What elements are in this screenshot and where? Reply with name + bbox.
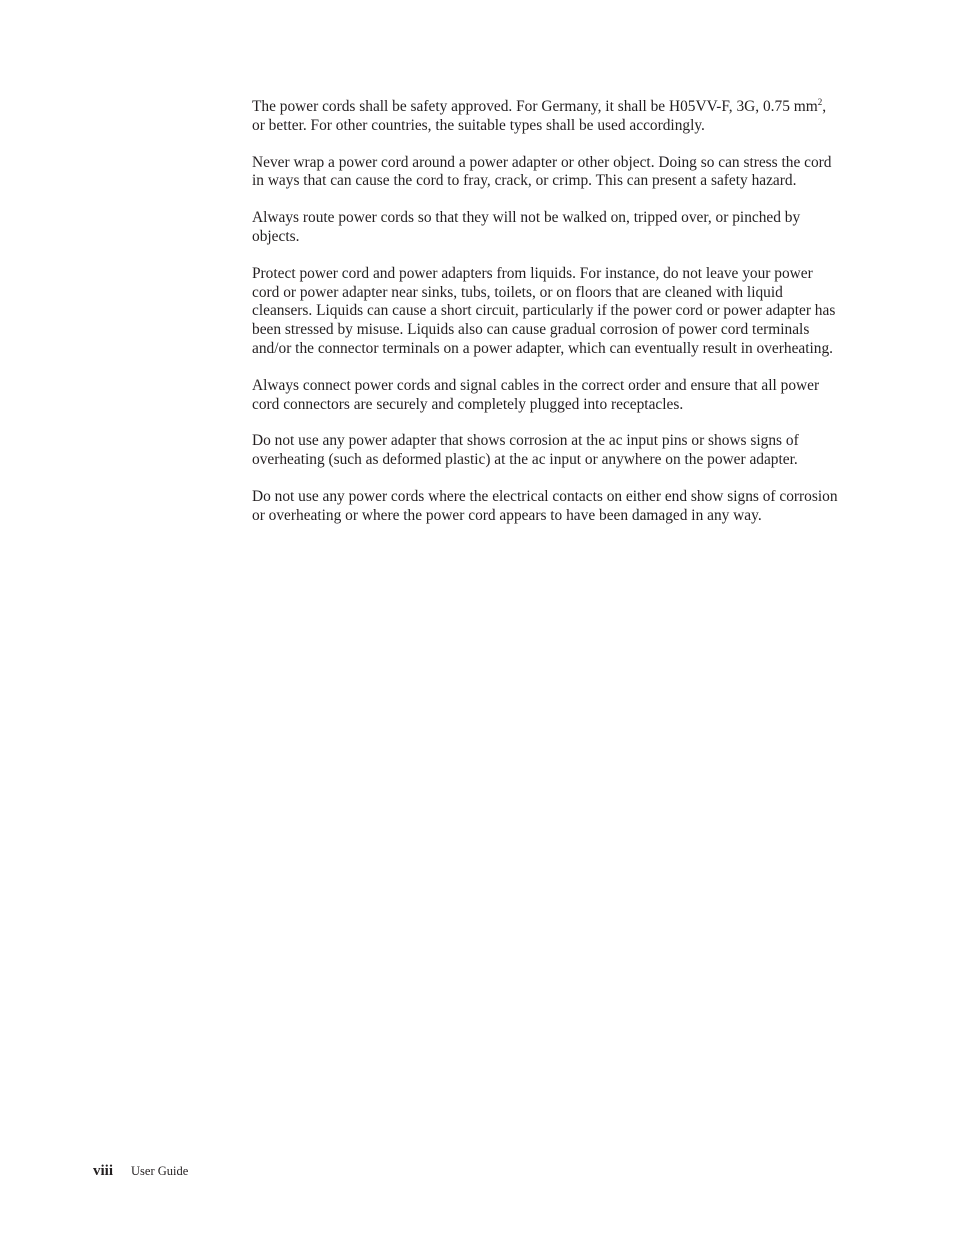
paragraph-text: The power cords shall be safety approved. For Germany, it shall be H05VV-F, 3G, 0.75 mm	[252, 98, 818, 115]
page-footer	[93, 1162, 188, 1180]
superscript-squared: 2	[817, 96, 823, 107]
paragraph-text-continued: , or better. For other countries, the suitable types shall be used accordingly.	[252, 98, 827, 134]
body-text	[252, 98, 842, 544]
paragraph-route-cords	[252, 209, 842, 247]
paragraph-text: Protect power cord and power adapters from liquids. For instance, do not leave your power cord or power adapter near sinks, tubs, toilets, or on floors that are cleaned with liquid cleansers. Liquids can cause a short circuit, particularly if the power cord or power adapter has been stressed by misuse. Liquids also can cause gradual corrosion of power cord terminals and/or the connector terminals on a power adapter, which can eventually result in overheating.	[252, 264, 836, 357]
paragraph-text: Never wrap a power cord around a power adapter or other object. Doing so can stress the cord in ways that can cause the cord to fray, crack, or crimp. This can present a safety hazard.	[252, 153, 832, 190]
paragraph-damaged-cords	[252, 488, 842, 526]
document-title: User Guide	[131, 1164, 189, 1178]
paragraph-power-cord-approval	[252, 98, 842, 136]
paragraph-text: Always connect power cords and signal cables in the correct order and ensure that all power cord connectors are securely and completely plugged into receptacles.	[252, 376, 820, 413]
paragraph-connect-order	[252, 377, 842, 415]
paragraph-text: Always route power cords so that they will not be walked on, tripped over, or pinched by objects.	[252, 209, 801, 245]
paragraph-text: Do not use any power adapter that shows corrosion at the ac input pins or shows signs of overheating (such as deformed plastic) at the ac input or anywhere on the power adapter.	[252, 432, 799, 469]
paragraph-adapter-corrosion	[252, 432, 842, 470]
paragraph-protect-from-liquids	[252, 265, 842, 359]
paragraph-text: Do not use any power cords where the electrical contacts on either end show signs of corrosion or overheating or where the power cord appears to have been damaged in any way.	[252, 487, 838, 524]
page-number: viii	[93, 1163, 114, 1179]
paragraph-never-wrap	[252, 154, 842, 192]
